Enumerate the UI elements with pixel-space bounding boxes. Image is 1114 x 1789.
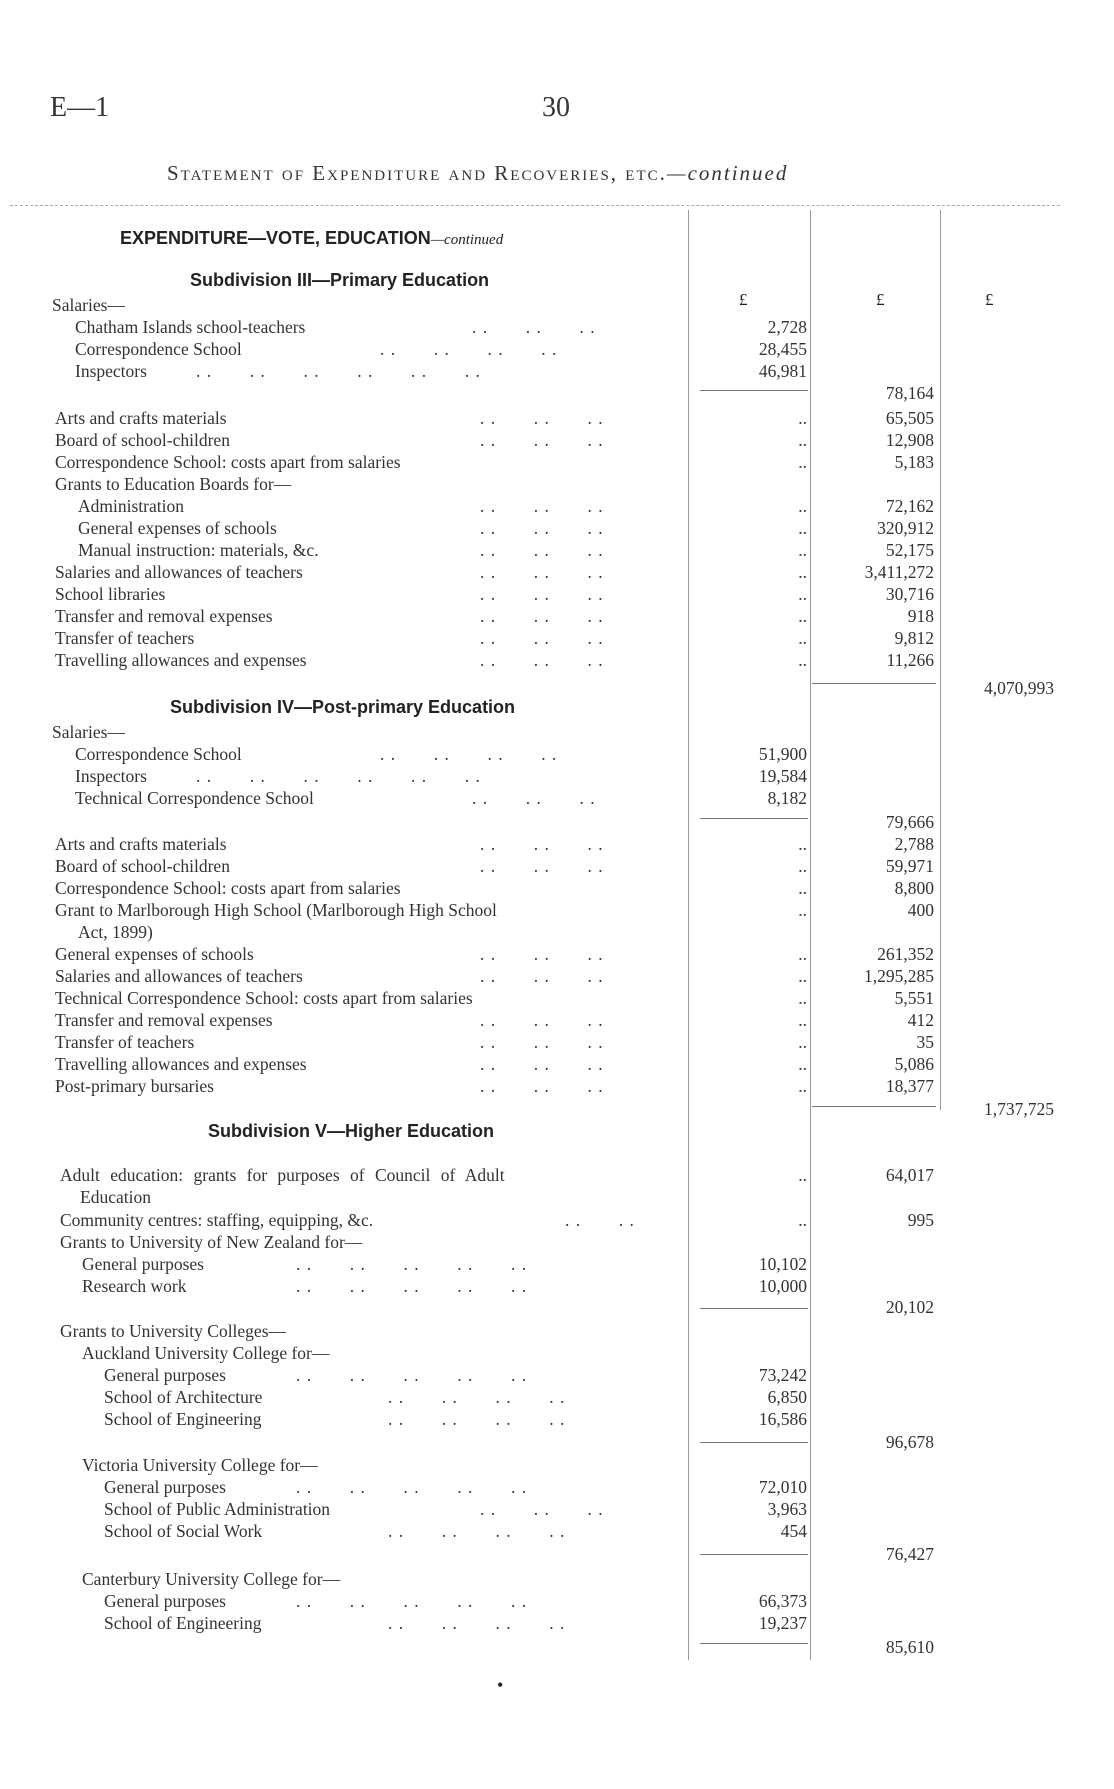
- value-col2: 8,800: [894, 878, 934, 898]
- table-row: [0, 517, 1114, 539]
- row-label: Correspondence School: costs apart from salaries: [55, 878, 401, 898]
- table-row: [0, 495, 1114, 517]
- row-label: Transfer and removal expenses: [55, 606, 273, 626]
- table-row: [0, 627, 1114, 649]
- value-col1: 6,850: [767, 1387, 807, 1407]
- table-row: [0, 407, 1114, 429]
- leader-dots: . . . . . . . . . .: [296, 1591, 528, 1611]
- value-col2: 78,164: [885, 383, 934, 403]
- table-row: [0, 429, 1114, 451]
- table-row: [0, 965, 1114, 987]
- leader-dots: . . . . . .: [480, 562, 604, 582]
- row-label: School of Engineering: [104, 1613, 262, 1633]
- value-col1: 8,182: [767, 788, 807, 808]
- leader-dots: . . . . . . . . . . . .: [196, 766, 481, 786]
- table-row: [0, 877, 1114, 899]
- value-col2: 995: [907, 1210, 934, 1230]
- subdivision-heading: Subdivision IV—Post-primary Education: [170, 697, 516, 717]
- table-row: [0, 833, 1114, 855]
- table-row: [0, 1053, 1114, 1075]
- row-label: Transfer of teachers: [55, 1032, 195, 1052]
- value-col2: 5,551: [894, 988, 934, 1008]
- row-label-continued: Education: [80, 1187, 151, 1207]
- row-label: Community centres: staffing, equipping, &c.: [60, 1210, 374, 1230]
- section-heading: [120, 228, 503, 249]
- subtotal-row: [0, 1543, 1114, 1565]
- section-heading-main: EXPENDITURE—VOTE, EDUCATION: [120, 228, 431, 248]
- table-row: [0, 451, 1114, 473]
- value-col1: 46,981: [758, 361, 807, 381]
- table-row: [0, 1164, 1114, 1186]
- value-col1: 3,963: [767, 1499, 807, 1519]
- value-col1: ..: [798, 856, 807, 876]
- row-label: Research work: [82, 1276, 187, 1296]
- value-col1: 19,237: [758, 1613, 807, 1633]
- top-rule: [10, 205, 1060, 206]
- row-label: Salaries and allowances of teachers: [55, 966, 303, 986]
- value-col1: ..: [798, 1032, 807, 1052]
- value-col2: 79,666: [885, 812, 934, 832]
- table-row: [0, 943, 1114, 965]
- leader-dots: . . . . . .: [480, 1032, 604, 1052]
- row-label: General expenses of schools: [55, 944, 254, 964]
- value-col1: ..: [798, 1210, 807, 1230]
- row-label: Correspondence School: costs apart from salaries: [55, 452, 401, 472]
- row-label: School of Social Work: [104, 1521, 263, 1541]
- leader-dots: . . . . . .: [480, 628, 604, 648]
- leader-dots: . . . .: [565, 1210, 635, 1230]
- value-col3: 1,737,725: [984, 1099, 1054, 1119]
- leader-dots: . . . . . . . . . .: [296, 1276, 528, 1296]
- row-label: Travelling allowances and expenses: [55, 650, 307, 670]
- leader-dots: . . . . . . . . . .: [296, 1365, 528, 1385]
- table-row: [0, 316, 1114, 338]
- leader-dots: . . . . . .: [480, 408, 604, 428]
- row-label: School of Public Administration: [104, 1499, 331, 1519]
- value-col2: 20,102: [885, 1297, 934, 1317]
- leader-dots: . . . . . .: [480, 496, 604, 516]
- value-col1: 10,102: [758, 1254, 807, 1274]
- subtotal-row: [0, 1636, 1114, 1658]
- table-row: [0, 1612, 1114, 1634]
- row-label: Arts and crafts materials: [55, 834, 227, 854]
- value-col2: 320,912: [877, 518, 934, 538]
- leader-dots: . . . . . .: [480, 834, 604, 854]
- document-code: E—1: [50, 92, 110, 123]
- value-col2: 59,971: [885, 856, 934, 876]
- total-row: [0, 1098, 1114, 1120]
- row-label: Manual instruction: materials, &c.: [78, 540, 319, 560]
- leader-dots: . . . . . .: [480, 1054, 604, 1074]
- statement-title-continued: —continued: [666, 161, 789, 185]
- value-col3: 4,070,993: [984, 678, 1054, 698]
- statement-title-main: Statement of Expenditure and Recoveries, etc.: [167, 161, 667, 185]
- row-label: General expenses of schools: [78, 518, 277, 538]
- value-col2: 3,411,272: [864, 562, 934, 582]
- value-col1: ..: [798, 606, 807, 626]
- leader-dots: . . . . . .: [480, 430, 604, 450]
- table-row: [0, 765, 1114, 787]
- value-col2: 412: [907, 1010, 934, 1030]
- table-row: [0, 899, 1114, 921]
- value-col1: 10,000: [758, 1276, 807, 1296]
- row-label: Arts and crafts materials: [55, 408, 227, 428]
- value-col1: ..: [798, 834, 807, 854]
- subtotal-row: [0, 1431, 1114, 1453]
- value-col2: 52,175: [885, 540, 934, 560]
- row-label: Correspondence School: [75, 744, 242, 764]
- value-col1: ..: [798, 430, 807, 450]
- value-col1: 66,373: [758, 1591, 807, 1611]
- leader-dots: . . . . . . . .: [380, 339, 558, 359]
- value-col2: 96,678: [885, 1432, 934, 1452]
- value-col1: ..: [798, 1054, 807, 1074]
- value-col1: ..: [798, 562, 807, 582]
- table-row: [0, 1031, 1114, 1053]
- statement-title: [167, 161, 788, 186]
- leader-dots: . . . . . .: [480, 966, 604, 986]
- value-col2: 85,610: [885, 1637, 934, 1657]
- table-row: [0, 1253, 1114, 1275]
- value-col1: 51,900: [758, 744, 807, 764]
- row-label: General purposes: [104, 1365, 226, 1385]
- leader-dots: . . . . . . . .: [388, 1409, 566, 1429]
- value-col1: ..: [798, 878, 807, 898]
- salaries-heading: Salaries—: [52, 295, 125, 315]
- value-col2: 30,716: [885, 584, 934, 604]
- leader-dots: . . . . . . . .: [380, 744, 558, 764]
- row-label: Board of school-children: [55, 856, 230, 876]
- row-label: Grants to Education Boards for—: [55, 474, 292, 494]
- value-col2: 400: [907, 900, 934, 920]
- page-number: 30: [542, 92, 570, 123]
- value-col1: 454: [780, 1521, 807, 1541]
- leader-dots: . . . . . .: [480, 1076, 604, 1096]
- leader-dots: . . . . . .: [480, 1499, 604, 1519]
- table-row: [0, 1075, 1114, 1097]
- subtotal-row: [0, 1296, 1114, 1318]
- table-row: [0, 743, 1114, 765]
- leader-dots: . . . . . .: [480, 944, 604, 964]
- unit-col1: £: [739, 290, 748, 309]
- value-col2: 5,086: [894, 1054, 934, 1074]
- leader-dots: . . . . . .: [480, 650, 604, 670]
- table-row: [0, 1520, 1114, 1542]
- table-row: [0, 1498, 1114, 1520]
- table-row: [0, 649, 1114, 671]
- value-col1: ..: [798, 1076, 807, 1096]
- table-row: [0, 561, 1114, 583]
- value-col1: ..: [798, 988, 807, 1008]
- row-label: General purposes: [104, 1477, 226, 1497]
- leader-dots: . . . . . . . .: [388, 1387, 566, 1407]
- table-row: [0, 855, 1114, 877]
- value-col1: ..: [798, 1010, 807, 1030]
- table-row: [0, 360, 1114, 382]
- row-label: Travelling allowances and expenses: [55, 1054, 307, 1074]
- row-label: School of Engineering: [104, 1409, 262, 1429]
- leader-dots: . . . . . .: [480, 1010, 604, 1030]
- leader-dots: . . . . . .: [480, 856, 604, 876]
- table-row: [0, 787, 1114, 809]
- value-col1: ..: [798, 650, 807, 670]
- value-col2: 18,377: [885, 1076, 934, 1096]
- table-row: [0, 473, 1114, 495]
- value-col2: 9,812: [894, 628, 934, 648]
- value-col1: ..: [798, 584, 807, 604]
- row-label: Grant to Marlborough High School (Marlborough High School: [55, 900, 497, 920]
- table-row: [0, 338, 1114, 360]
- table-row: [0, 1590, 1114, 1612]
- value-col2: 1,295,285: [864, 966, 934, 986]
- value-col2: 65,505: [885, 408, 934, 428]
- value-col1: 16,586: [758, 1409, 807, 1429]
- unit-col2: £: [876, 290, 885, 309]
- value-col1: ..: [798, 452, 807, 472]
- row-label: Salaries and allowances of teachers: [55, 562, 303, 582]
- value-col2: 64,017: [885, 1165, 934, 1185]
- leader-dots: . . . . . .: [480, 606, 604, 626]
- value-col1: ..: [798, 900, 807, 920]
- leader-dots: . . . . . .: [472, 317, 596, 337]
- group-heading: Grants to University Colleges—: [60, 1321, 287, 1341]
- value-col1: 72,010: [758, 1477, 807, 1497]
- row-label: School libraries: [55, 584, 166, 604]
- value-col1: ..: [798, 1165, 807, 1185]
- leader-dots: . . . . . .: [480, 584, 604, 604]
- value-col1: 2,728: [767, 317, 807, 337]
- row-label: Inspectors: [75, 766, 147, 786]
- value-col1: ..: [798, 628, 807, 648]
- leader-dots: . . . . . . . .: [388, 1613, 566, 1633]
- row-label: Chatham Islands school-teachers: [75, 317, 306, 337]
- subtotal-row: [0, 382, 1114, 404]
- value-col2: 918: [907, 606, 934, 626]
- salaries-heading: Salaries—: [52, 722, 125, 742]
- table-row: [0, 1009, 1114, 1031]
- table-row: [0, 1364, 1114, 1386]
- table-row: [0, 1275, 1114, 1297]
- subdivision-heading: Subdivision V—Higher Education: [208, 1121, 495, 1141]
- value-col2: 2,788: [894, 834, 934, 854]
- table-row: [0, 583, 1114, 605]
- subtotal-row: [0, 811, 1114, 833]
- table-row: [0, 921, 1114, 943]
- value-col1: ..: [798, 540, 807, 560]
- table-row: [0, 1476, 1114, 1498]
- row-label: Administration: [78, 496, 184, 516]
- row-label: School of Architecture: [104, 1387, 263, 1407]
- leader-dots: . . . . . .: [480, 540, 604, 560]
- row-label: Adult education: grants for purposes of Council of Adult: [60, 1165, 505, 1185]
- value-col2: 11,266: [886, 650, 934, 670]
- subdivision-heading: Subdivision III—Primary Education: [190, 270, 490, 290]
- row-label: General purposes: [82, 1254, 204, 1274]
- value-col1: 28,455: [758, 339, 807, 359]
- total-row: [0, 677, 1114, 699]
- page-mark: •: [497, 1675, 504, 1695]
- table-row: [0, 1209, 1114, 1231]
- value-col1: 19,584: [758, 766, 807, 786]
- row-label: Transfer and removal expenses: [55, 1010, 273, 1030]
- section-heading-continued: —continued: [430, 232, 504, 248]
- leader-dots: . . . . . .: [472, 788, 596, 808]
- value-col1: ..: [798, 496, 807, 516]
- leader-dots: . . . . . . . . . .: [296, 1254, 528, 1274]
- table-row: [0, 605, 1114, 627]
- table-row: [0, 539, 1114, 561]
- value-col1: 73,242: [758, 1365, 807, 1385]
- unit-col3: £: [985, 290, 994, 309]
- leader-dots: . . . . . . . .: [388, 1521, 566, 1541]
- value-col2: 72,162: [885, 496, 934, 516]
- table-row: [0, 1386, 1114, 1408]
- table-row: [0, 987, 1114, 1009]
- table-row: [0, 1408, 1114, 1430]
- value-col1: ..: [798, 966, 807, 986]
- row-label: Correspondence School: [75, 339, 242, 359]
- row-label: Post-primary bursaries: [55, 1076, 214, 1096]
- row-label: Technical Correspondence School: [75, 788, 314, 808]
- value-col1: ..: [798, 944, 807, 964]
- row-label: Technical Correspondence School: costs apart from salaries: [55, 988, 473, 1008]
- value-col1: ..: [798, 518, 807, 538]
- group-subheading: Auckland University College for—: [82, 1343, 330, 1363]
- group-subheading: Canterbury University College for—: [82, 1569, 341, 1589]
- value-col2: 12,908: [885, 430, 934, 450]
- row-label: General purposes: [104, 1591, 226, 1611]
- row-label: Act, 1899): [78, 922, 153, 942]
- value-col1: ..: [798, 408, 807, 428]
- group-heading: Grants to University of New Zealand for—: [60, 1232, 363, 1252]
- value-col2: 261,352: [877, 944, 934, 964]
- value-col2: 35: [916, 1032, 934, 1052]
- leader-dots: . . . . . . . . . .: [296, 1477, 528, 1497]
- value-col2: 76,427: [885, 1544, 934, 1564]
- row-label: Inspectors: [75, 361, 147, 381]
- value-col2: 5,183: [894, 452, 934, 472]
- group-subheading: Victoria University College for—: [82, 1455, 318, 1475]
- row-label: Board of school-children: [55, 430, 230, 450]
- row-label: Transfer of teachers: [55, 628, 195, 648]
- leader-dots: . . . . . .: [480, 518, 604, 538]
- leader-dots: . . . . . . . . . . . .: [196, 361, 481, 381]
